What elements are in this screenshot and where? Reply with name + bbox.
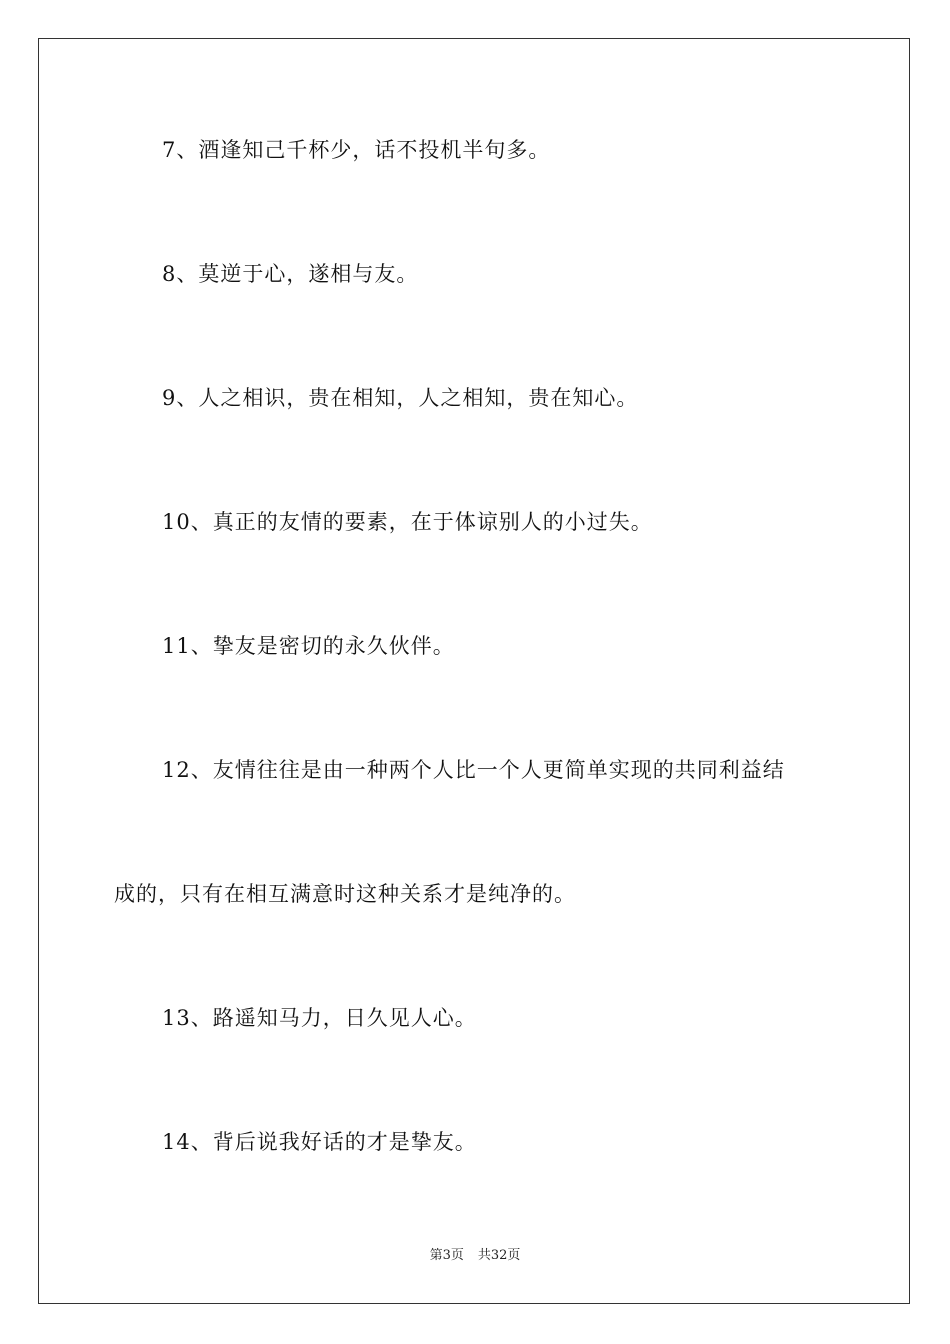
quote-line-12: 12、友情往往是由一种两个人比一个人更简单实现的共同利益结 — [162, 758, 785, 782]
page-number: 第3页 — [429, 1248, 464, 1263]
page-total: 共32页 — [477, 1248, 521, 1263]
quote-line-14: 14、背后说我好话的才是挚友。 — [162, 1130, 477, 1154]
quote-line-9: 9、人之相识，贵在相知，人之相知，贵在知心。 — [162, 386, 639, 410]
quote-line-12-continued: 成的，只有在相互满意时这种关系才是纯净的。 — [114, 882, 576, 906]
page-frame — [38, 38, 910, 1304]
quote-line-13: 13、路遥知马力，日久见人心。 — [162, 1006, 477, 1030]
quote-line-7: 7、酒逢知己千杯少，话不投机半句多。 — [162, 138, 551, 162]
quote-line-11: 11、挚友是密切的永久伙伴。 — [162, 634, 455, 658]
page-footer — [0, 1247, 950, 1265]
quote-line-10: 10、真正的友情的要素，在于体谅别人的小过失。 — [162, 510, 653, 534]
quote-line-8: 8、莫逆于心，遂相与友。 — [162, 262, 419, 286]
